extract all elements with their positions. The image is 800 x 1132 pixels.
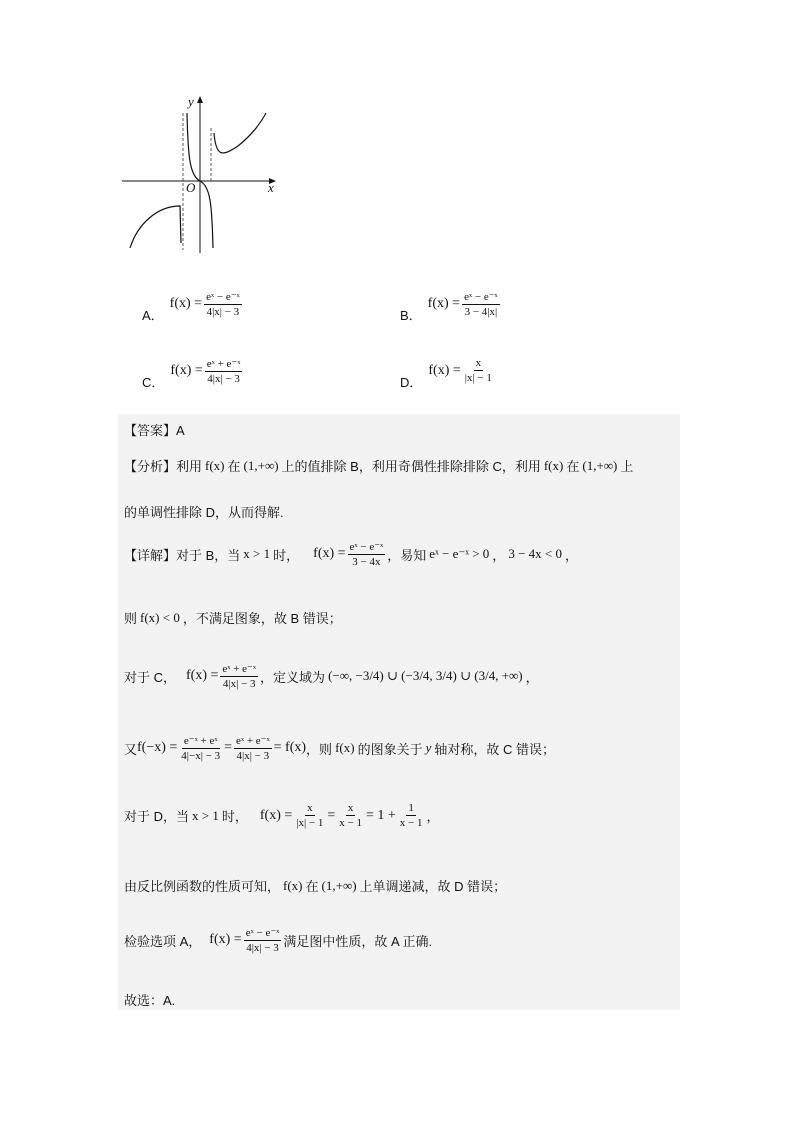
numerator: eˣ − e⁻ˣ: [245, 927, 280, 939]
text: 在: [305, 879, 319, 894]
math: f(x): [283, 877, 303, 893]
symmetry-line: [124, 734, 555, 762]
final-line: [124, 990, 175, 1009]
then-line: [124, 608, 342, 627]
formula-lhs: f(x) =: [428, 362, 461, 378]
text: ，不满足图象，故 B 错误；: [182, 611, 342, 626]
numerator: eˣ − e⁻ˣ: [206, 290, 240, 303]
fraction: [462, 290, 500, 318]
y-axis-arrow-icon: [197, 96, 203, 103]
option-a-formula: [170, 290, 244, 318]
formula-lhs: f(x) =: [313, 546, 346, 561]
text: 轴对称，故 C 错误；: [434, 741, 555, 757]
math: f(x): [205, 457, 225, 473]
formula-lhs: f(x) =: [170, 362, 203, 378]
formula-lhs: f(x) =: [259, 807, 293, 823]
numerator: x: [475, 357, 482, 369]
option-c-line: [124, 662, 539, 690]
text: 故选：A.: [124, 993, 176, 1008]
text: ，定义域为: [260, 669, 326, 685]
math: eˣ − e⁻ˣ > 0: [429, 546, 490, 561]
numerator: eˣ − e⁻ˣ: [464, 290, 498, 303]
option-c[interactable]: [142, 350, 244, 391]
text: ，则: [306, 741, 333, 757]
fraction: [205, 357, 243, 385]
formula-lhs: f(x) =: [427, 295, 461, 311]
text: ，: [492, 547, 506, 563]
numerator: x: [307, 802, 313, 814]
text: 上单调递减，故 D 错误；: [359, 879, 507, 894]
option-d-label: D．: [400, 375, 423, 390]
text: ，易知: [387, 547, 427, 563]
option-d-formula: [428, 357, 496, 384]
option-a[interactable]: [142, 283, 244, 324]
fraction: [337, 802, 364, 829]
x-axis-label: x: [268, 180, 274, 195]
text: 时，: [273, 547, 300, 563]
numerator: eˣ + e⁻ˣ: [206, 357, 241, 370]
equals: =: [327, 807, 336, 823]
formula: [209, 926, 283, 954]
origin-label: O: [186, 180, 196, 195]
denominator: x − 1: [399, 817, 423, 829]
text: 满足图中性质，故 A 正确.: [283, 933, 433, 949]
text: ，: [564, 547, 578, 563]
text: ，: [525, 669, 539, 685]
denominator: 4|x| − 3: [236, 750, 270, 762]
denominator: 4|x| − 3: [207, 372, 240, 385]
option-d[interactable]: [400, 350, 496, 391]
numerator: eˣ − e⁻ˣ: [349, 541, 384, 553]
option-b-formula: [428, 290, 502, 318]
formula-lhs: f(x) =: [169, 295, 203, 311]
fraction: [244, 926, 282, 954]
text: 【详解】对于 B，当: [124, 547, 241, 563]
math: (1,+∞): [243, 457, 279, 473]
fraction: [348, 540, 386, 568]
text: 则: [124, 611, 138, 626]
text: 对于 D，当: [124, 809, 190, 824]
function-graph: [118, 88, 288, 258]
denominator: 3 − 4x: [352, 556, 381, 568]
option-a-label: A．: [142, 308, 164, 323]
answer-text: 【答案】A: [124, 423, 185, 438]
fraction: [294, 802, 325, 829]
denominator: 4|x| − 3: [222, 678, 256, 690]
detail-line: [124, 540, 578, 568]
formula: [137, 734, 306, 762]
numerator: eˣ + e⁻ˣ: [236, 735, 270, 747]
numerator: 1: [408, 802, 414, 814]
text: ，: [426, 809, 440, 824]
formula-rhs: = f(x): [273, 740, 307, 755]
math: y: [425, 740, 432, 755]
denominator: 4|x| − 3: [206, 305, 240, 318]
numerator: eˣ + e⁻ˣ: [222, 663, 257, 675]
denominator: |x| − 1: [296, 817, 324, 829]
numerator: e⁻ˣ + eˣ: [183, 735, 218, 747]
numerator: x: [347, 802, 354, 814]
fraction: [234, 734, 272, 762]
fraction: [463, 357, 494, 384]
math: x > 1: [243, 546, 271, 561]
text: 上的值排除 B，利用奇偶性排除排除 C，利用: [281, 459, 541, 474]
formula: [186, 662, 260, 690]
inverse-line: [124, 876, 506, 895]
analysis-line-1: [124, 456, 633, 475]
check-line: [124, 926, 432, 954]
formula: [313, 540, 387, 568]
option-c-formula: [170, 357, 244, 385]
formula: [260, 802, 427, 829]
text: 【分析】利用: [124, 459, 203, 474]
analysis-line-2: [124, 502, 284, 521]
math: f(x) < 0: [140, 609, 180, 625]
denominator: |x| − 1: [464, 372, 492, 384]
text: 的图象关于: [357, 741, 423, 757]
text: 检验选项 A，: [124, 933, 202, 949]
formula-lhs: f(x) =: [186, 668, 219, 683]
option-c-label: C．: [142, 375, 165, 390]
text: 时，: [221, 809, 248, 824]
denominator: 4|−x| − 3: [181, 750, 221, 762]
option-b-label: B．: [400, 308, 422, 323]
fraction: [220, 662, 258, 690]
y-axis-label: y: [188, 94, 194, 109]
equals: = 1 +: [366, 807, 396, 823]
math: f(x): [335, 740, 355, 755]
math: 3 − 4x < 0: [508, 546, 562, 561]
denominator: x − 1: [339, 817, 362, 829]
formula-lhs: f(−x) =: [137, 740, 178, 755]
fraction: [204, 290, 242, 318]
denominator: 4|x| − 3: [246, 942, 279, 954]
text: 的单调性排除 D，从而得解.: [124, 505, 284, 520]
curve-right-branch: [214, 113, 266, 153]
text: 在: [566, 459, 580, 474]
fraction: [398, 802, 425, 829]
text: 在: [227, 459, 241, 474]
text: 由反比例函数的性质可知，: [124, 879, 281, 894]
text: 对于 C，: [124, 669, 177, 685]
math: f(x): [543, 457, 564, 473]
math: (1,+∞): [582, 457, 618, 473]
math: x > 1: [192, 807, 219, 823]
math: (1,+∞): [321, 877, 357, 893]
option-b[interactable]: [400, 283, 502, 324]
denominator: 3 − 4|x|: [464, 305, 498, 318]
text: 上: [620, 459, 634, 474]
fraction: [179, 734, 222, 762]
text: 又: [124, 741, 138, 757]
curve-left-branch: [130, 206, 181, 248]
option-d-line: [124, 802, 440, 829]
math: (−∞, −3/4) ∪ (−3/4, 3/4) ∪ (3/4, +∞): [328, 668, 523, 683]
formula-lhs: f(x) =: [209, 932, 242, 947]
answer-line: [124, 420, 185, 439]
equals: =: [224, 740, 233, 755]
